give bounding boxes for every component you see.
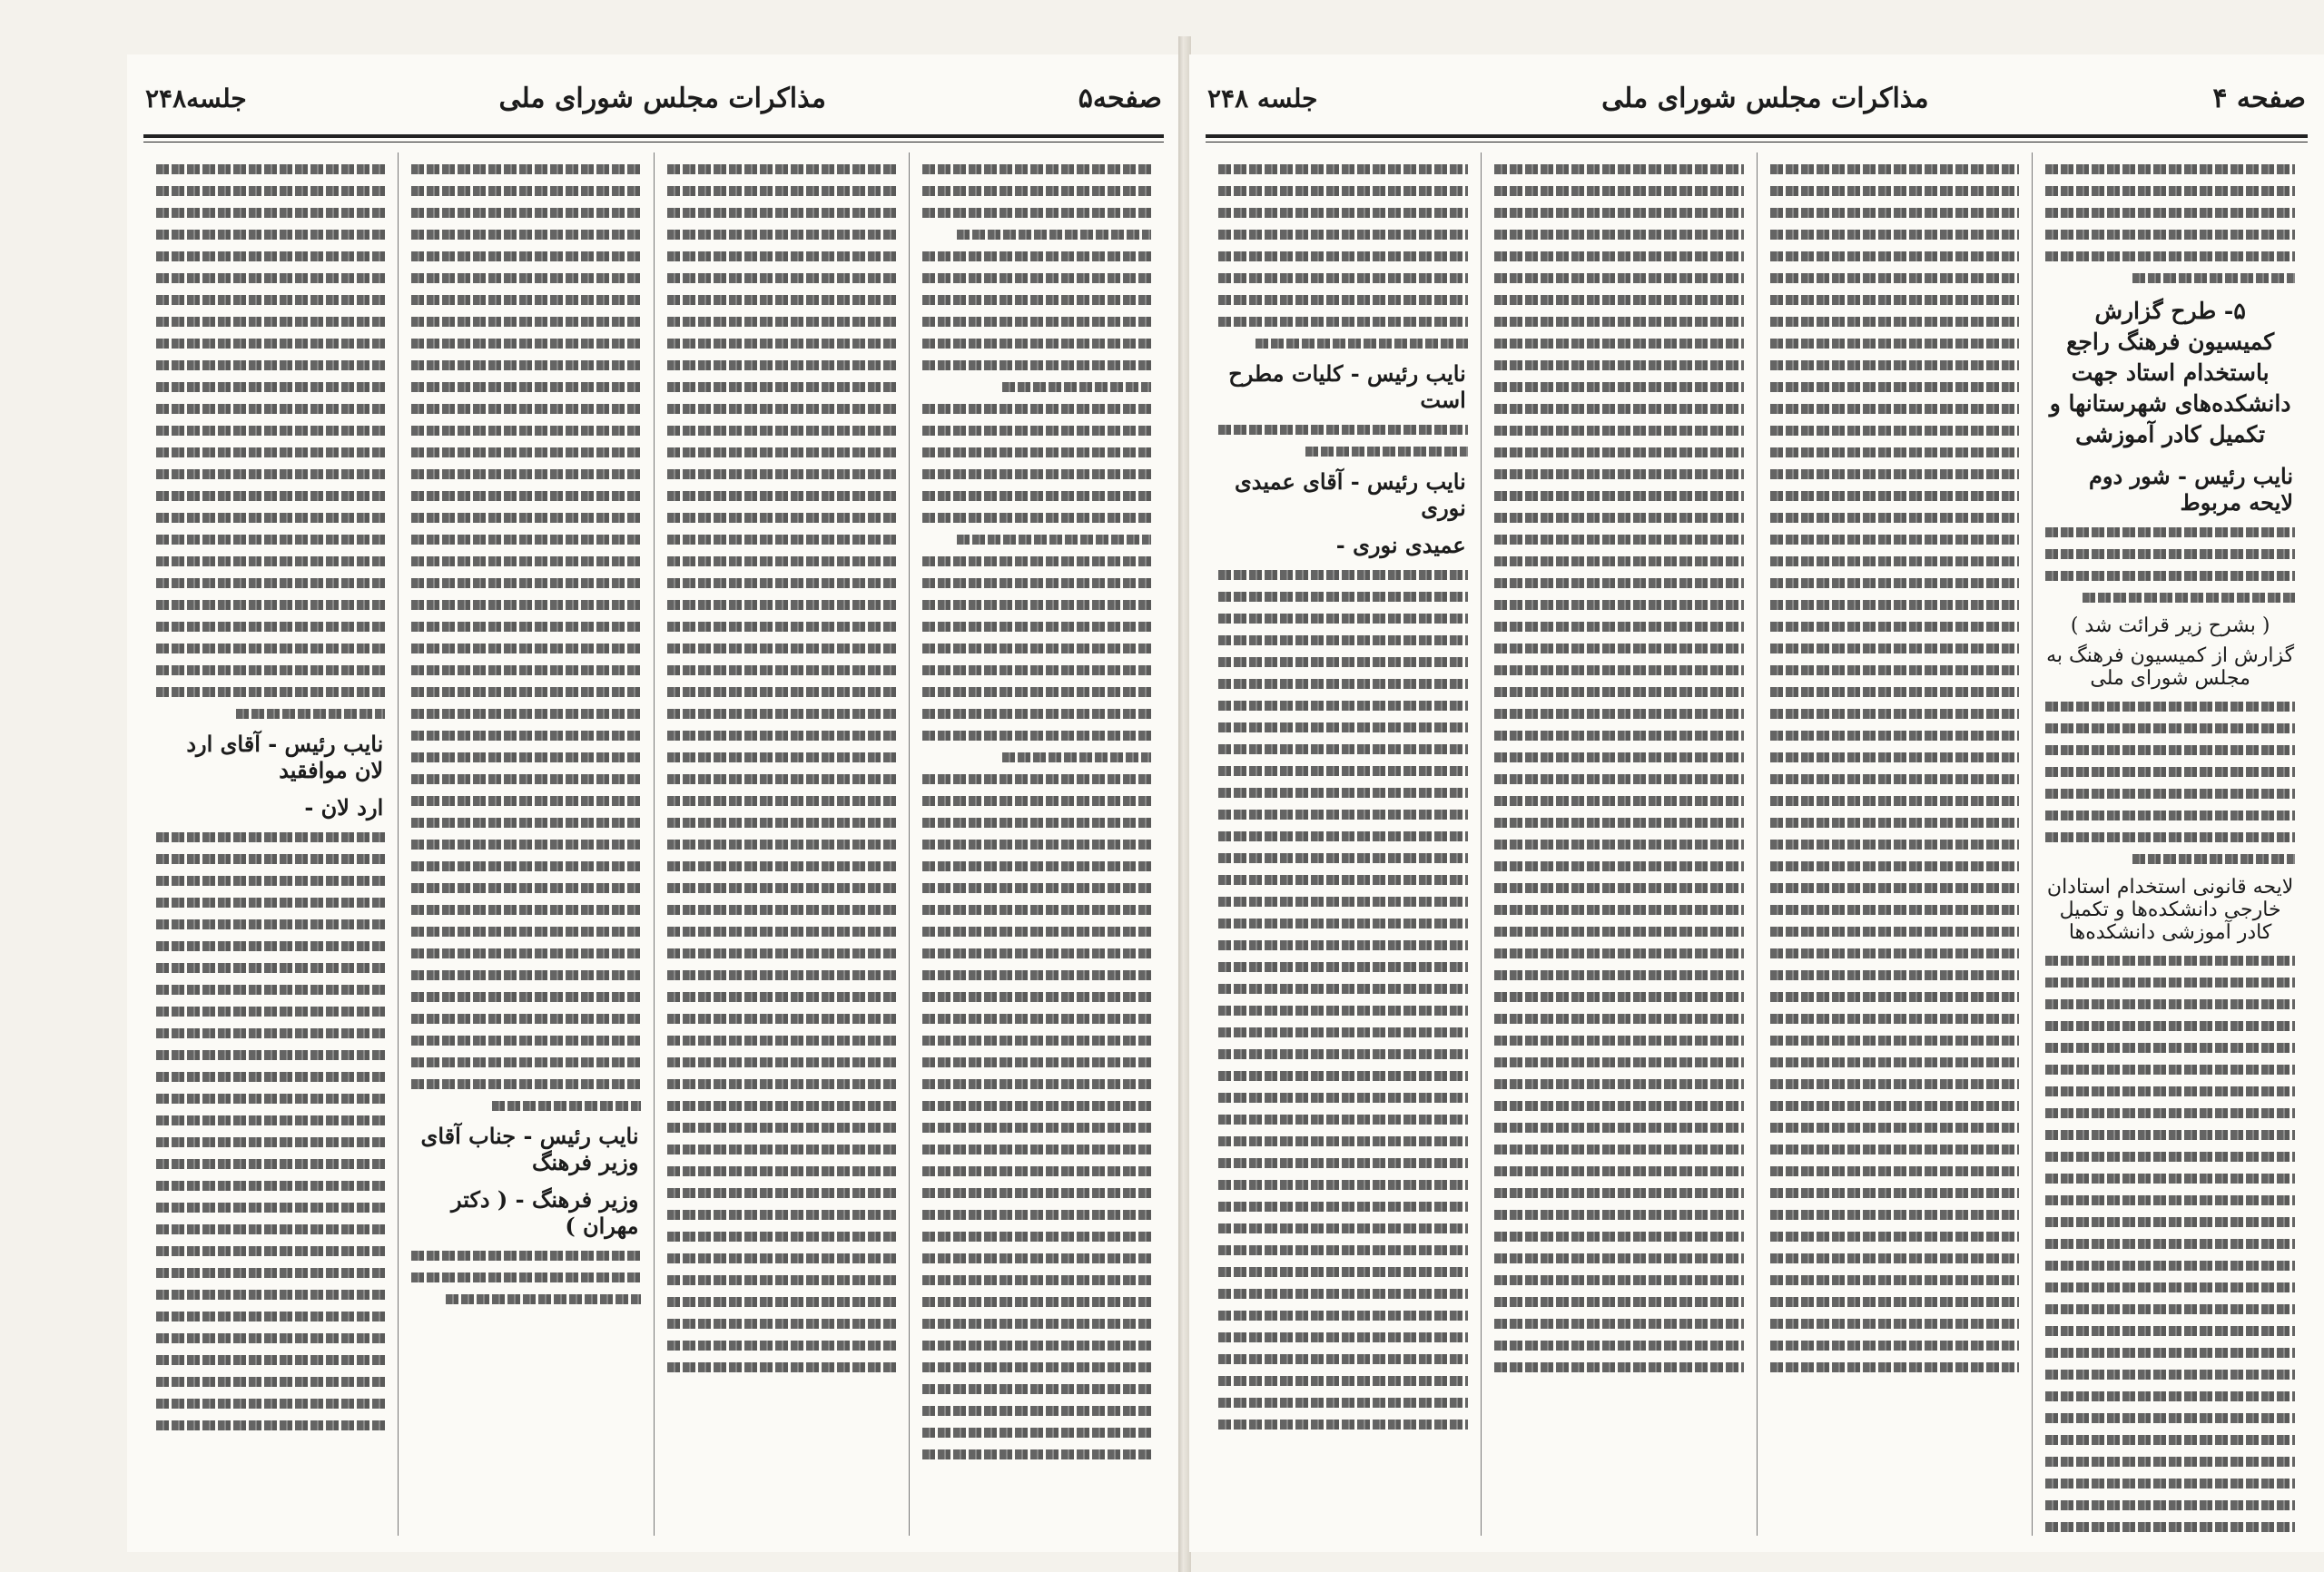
left-column-3 (399, 152, 654, 1536)
speaker-line: نایب رئیس - آقای ارد لان موافقید (186, 731, 384, 783)
text-block (667, 164, 896, 1372)
bill-title: لایحه قانونی استخدام استادان خارجی دانشکده‌ها و تکمیل کادر آموزشی دانشکده‌ها (2046, 876, 2294, 944)
report-note: گزارش از کمیسیون فرهنگ به مجلس شورای ملی (2046, 644, 2295, 690)
right-page-session: جلسه ۲۴۸ (1207, 83, 1318, 113)
text-block (2045, 164, 2295, 283)
text-block (2045, 527, 2295, 603)
left-page-number: صفحه۵ (1078, 82, 1162, 114)
right-columns (1206, 152, 2308, 1536)
left-header-rule (143, 134, 1164, 138)
text-block (156, 164, 385, 719)
section-heading: ۵- طرح گزارش کمیسیون فرهنگ راجع باستخدام استاد جهت دانشکده‌های شهرستانها و تکمیل کادر آموزشی (2049, 298, 2291, 447)
right-header-rule (1206, 134, 2308, 138)
text-block (2045, 956, 2295, 1536)
speaker-line: نایب رئیس - آقای عمیدی نوری (1234, 468, 1466, 521)
speaker-line: نایب رئیس - کلیات مطرح است (1228, 360, 1466, 413)
left-column-2 (655, 152, 910, 1536)
text-block (411, 1251, 640, 1304)
text-block (411, 164, 640, 1111)
right-column-3 (1482, 152, 1758, 1536)
speaker-line: عمیدی نوری - (1335, 532, 1466, 558)
speaker-line: وزیر فرهنگ - ( دکتر مهران ) (450, 1186, 639, 1239)
right-page-header (1189, 71, 2324, 125)
text-block (2045, 702, 2295, 864)
right-column-2 (1758, 152, 2034, 1536)
right-page-title: مذاکرات مجلس شورای ملی (1601, 82, 1929, 114)
left-page-title: مذاکرات مجلس شورای ملی (498, 82, 826, 114)
speaker-line: نایب رئیس - شور دوم لایحه مربوط (2089, 463, 2293, 516)
speaker-line: ارد لان - (304, 794, 384, 820)
text-block (1494, 164, 1744, 1372)
speaker-line: نایب رئیس - جناب آقای وزیر فرهنگ (420, 1123, 639, 1175)
left-page (127, 54, 1180, 1552)
text-block (1218, 425, 1468, 457)
left-column-4 (143, 152, 399, 1536)
right-page (1189, 54, 2324, 1552)
left-page-session: جلسه۲۴۸ (145, 83, 247, 113)
text-block (1218, 570, 1468, 1430)
text-block (1218, 164, 1468, 349)
text-block (156, 832, 385, 1430)
text-block (1770, 164, 2020, 1372)
read-note: ( بشرح زیر قرائت شد ) (2070, 614, 2270, 637)
left-page-header (127, 71, 1180, 125)
right-column-4 (1206, 152, 1482, 1536)
left-column-1 (910, 152, 1164, 1536)
right-column-1 (2033, 152, 2308, 1536)
left-columns (143, 152, 1164, 1536)
text-block (922, 164, 1151, 1459)
right-page-number: صفحه ۴ (2212, 82, 2306, 114)
